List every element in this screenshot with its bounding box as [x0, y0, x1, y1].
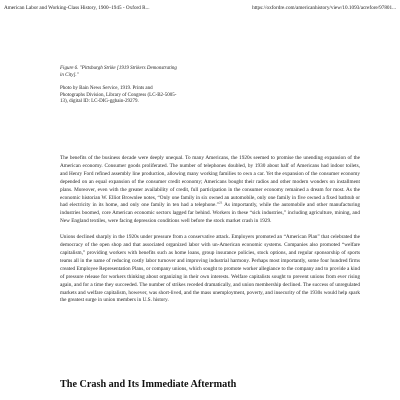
figure-credit: Photo by Bain News Service, 1919. Prints and Photographs Division, Library of Congress (LC-B2-5005-13), digital ID: LC-DIG-ggbain-29279. [60, 86, 177, 105]
figure-caption [60, 66, 178, 79]
figure-number: Figure 6. [60, 66, 79, 71]
paragraph-1-tail: As importantly, while the automobile and other manufacturing industries boomed, core American economic sectors lagged far behind. Workers in these “sick industries,” including agriculture, mining, and New England textiles, were facing depression conditions well before the stock market crash in 1929. [60, 202, 360, 225]
section-heading: The Crash and Its Immediate Aftermath [60, 379, 237, 390]
paragraph-1-text: The benefits of the business decade were deeply unequal. To many Americans, the 1920s seemed to promise the unending expansion of the American economy. Consumer goods proliferated. The number of telephones doubled, by 1930 about half of Americans had indoor toilets, and Henry Ford refined assembly line production, allowing many working families to own a car. Yet the expansion of the consumer economy depended on an equal expansion of the consumer credit economy; Americans bought their radios and other modern wonders on installment plans. Moreover, even with the greater availability of credit, full participation in the consumer economy remained a dream for most. As the economic historian W. Elliot Brownlee notes, “Only one family in six owned an automobile, only one family in five owned a fixed bathtub or had electricity in its home, and only one family in ten had a telephone.” [60, 155, 360, 209]
header-page-title: American Labor and Working-Class History, 1900–1945 - Oxford R... [4, 5, 150, 11]
figure-caption-text: "Pittsburgh Strike [1919 Strikers Demonstrating in City]." [60, 66, 177, 78]
article-body [60, 155, 360, 313]
paragraph-1 [60, 155, 360, 226]
paragraph-2 [60, 234, 360, 305]
header-url: https://oxfordre.com/americanhistory/view/10.1093/acrefore/97801... [252, 5, 396, 11]
browser-print-header [0, 3, 400, 13]
footnote-link-21[interactable]: 21 [218, 200, 223, 205]
paragraph-2-text: Unions declined sharply in the 1920s under pressure from a conservative attack. Employers promoted an “American Plan” that celebrated the democracy of the open shop and that associated organized labor with un-American economic systems. Companies also promoted “welfare capitalism,” providing workers with benefits such as home loans, group insurance policies, stock options, and regular sponsorship of sports teams all in the name of reducing costly labor turnover and improving industrial harmony. Perhaps most importantly, some four hundred firms created Employee Representation Plans, or company unions, which sought to promote worker allegiance to the company and to provide a kind of pressure release for workers thinking about organizing in their own interests. Welfare capitalists sought to prevent unions from ever rising again, and for a time they succeeded. The number of strikes receded dramatically, and union membership declined. The success of unregulated markets and welfare capitalism, however, was short-lived, and the mass unemployment, poverty, and insecurity of the 1930s would help spark the greatest surge in union members in U.S. history. [60, 234, 360, 304]
figure-caption-block [60, 66, 178, 106]
